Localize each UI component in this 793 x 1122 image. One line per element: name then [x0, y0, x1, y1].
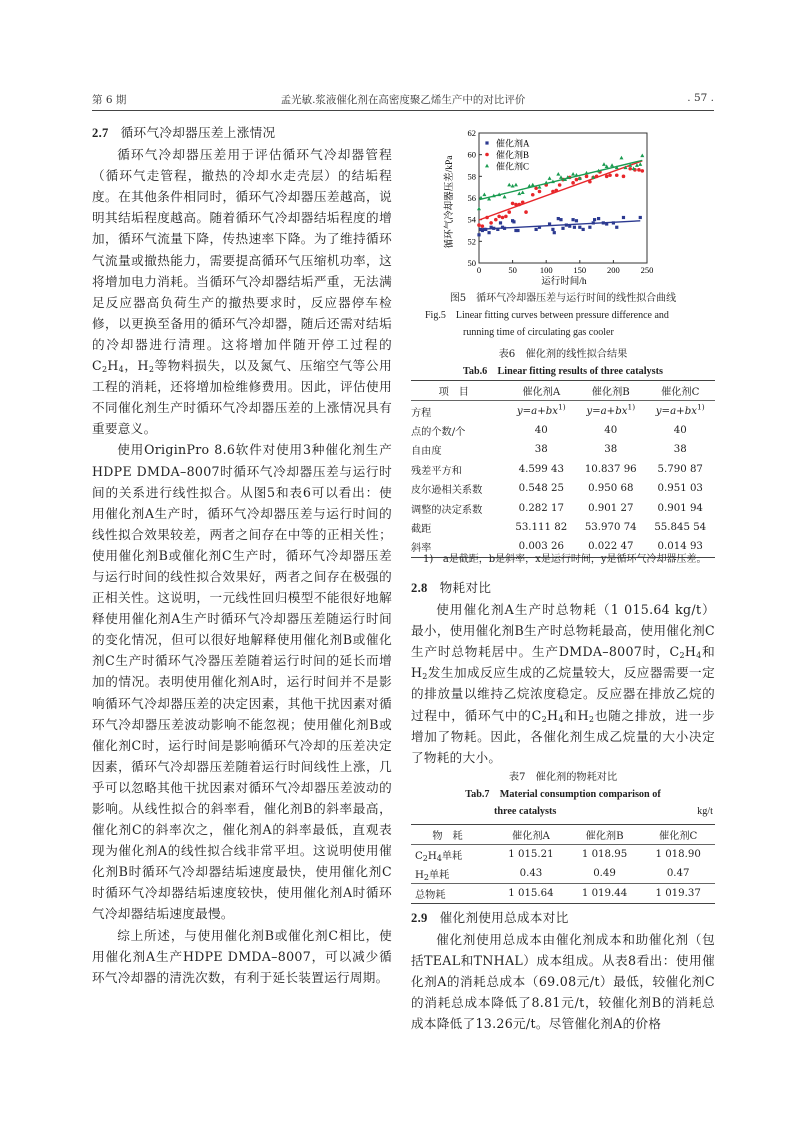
- section-heading-2-8: 2.8 物耗对比: [411, 580, 492, 595]
- data-point: [516, 229, 519, 232]
- row-label: 斜率: [411, 543, 432, 555]
- y-tick-label: 58: [467, 171, 476, 182]
- data-point: [612, 221, 615, 224]
- column-header: 催化剂A: [511, 831, 550, 842]
- cell-value: 0.901 94: [657, 502, 703, 514]
- data-point: [568, 225, 571, 228]
- scatter-chart: [440, 124, 660, 289]
- table-row: 方程 $y=a+bx^{1)}$ $y=a+bx^{1)}$ $y=a+bx^{1)}$: [411, 402, 705, 419]
- data-point: [615, 173, 619, 177]
- column-header: 催化剂A: [522, 387, 561, 399]
- x-axis-label: 运行时间/h: [541, 277, 587, 287]
- cell-value: 0.282 17: [518, 502, 564, 514]
- cell-value: 40: [673, 424, 687, 436]
- data-point: [511, 202, 515, 206]
- data-point: [588, 226, 591, 229]
- paragraph: 催化剂使用总成本由催化剂成本和助催化剂（包括TEAL和TNHAL）成本组成。从表8看出：使用催化剂A的消耗总成本（69.08元/t）最低，较催化剂C的消耗总成本降低了8.81元/t，较催化剂B的消耗总成本降低了13.26元/t。尽管催化剂A的价格: [411, 932, 715, 1032]
- table-6-title-en: Tab.6 Linear fitting results of three catalysts: [463, 366, 663, 377]
- figure-5-caption: [411, 290, 715, 341]
- data-point: [481, 224, 485, 228]
- table-7: [411, 824, 715, 904]
- data-point: [602, 162, 606, 166]
- cell-value: 40: [604, 424, 618, 436]
- y-tick-label: 60: [467, 149, 476, 160]
- data-point: [640, 154, 644, 158]
- cell-value: 38: [534, 444, 548, 456]
- y-tick-label: 56: [467, 193, 476, 203]
- data-point: [571, 172, 575, 176]
- row-label: 点的个数/个: [411, 426, 466, 438]
- cell-value: 5.790 87: [657, 463, 703, 475]
- data-point: [511, 184, 515, 188]
- cell-value: 0.951 03: [657, 483, 703, 495]
- data-point: [592, 221, 595, 224]
- row-label: 截距: [411, 523, 432, 535]
- data-point: [512, 220, 515, 223]
- data-point: [517, 191, 521, 195]
- section-2-9: [411, 907, 715, 1035]
- data-point: [558, 183, 562, 187]
- paragraph: 综上所述，与使用催化剂B或催化剂C相比，使用催化剂A生产HDPE DMDA–8007，可以减少循环气冷却器的清洗次数，有利于延长装置运行周期。: [92, 927, 392, 985]
- cell-value: 0.548 25: [518, 483, 564, 495]
- data-point: [585, 175, 589, 179]
- table-row: [411, 518, 715, 537]
- header-rule: [92, 110, 714, 111]
- data-point: [504, 215, 508, 219]
- table-row: [411, 498, 715, 517]
- data-point: [605, 175, 609, 179]
- data-point: [553, 231, 556, 234]
- data-point: [494, 218, 498, 222]
- data-point: [484, 228, 487, 231]
- data-point: [575, 178, 579, 182]
- table-7-title-en-1: Tab.7 Material consumption comparison of: [465, 789, 661, 800]
- data-point: [544, 181, 548, 185]
- x-tick-label: 250: [640, 265, 654, 275]
- data-point: [574, 173, 578, 177]
- section-heading-2-9: 2.9 催化剂使用总成本对比: [411, 910, 569, 925]
- legend-marker: [485, 141, 488, 144]
- y-tick-label: 62: [467, 128, 476, 138]
- cell-value: 53.111 82: [515, 521, 568, 533]
- table-6-title: [411, 346, 715, 380]
- table-7-title-zh: 表7 催化剂的物耗对比: [508, 772, 618, 783]
- data-point: [489, 221, 493, 225]
- table-6: [411, 380, 715, 558]
- data-point: [582, 228, 585, 231]
- cell-value: 0.014 93: [657, 541, 703, 553]
- legend-marker: [485, 164, 489, 168]
- y-axis-label: 循环气冷却器压差/kPa: [445, 155, 455, 249]
- legend-label: 催化剂A: [496, 138, 530, 149]
- data-point: [535, 228, 538, 231]
- table-row: $H_2$单耗 0.43 0.49 0.47: [415, 868, 690, 882]
- column-header: 催化剂C: [661, 387, 700, 399]
- table-7-title: [411, 769, 715, 820]
- table-7-title-en-2: three catalysts kg/t: [411, 803, 715, 820]
- column-header: 催化剂B: [591, 387, 630, 399]
- table-row: [411, 421, 715, 440]
- data-point: [524, 210, 528, 214]
- table-row: $C_2H_4$单耗 1 015.21 1 018.95 1 018.90: [415, 849, 701, 863]
- cell-value: 55.845 54: [654, 521, 707, 533]
- data-point: [538, 190, 542, 194]
- y-tick-label: 52: [467, 236, 476, 247]
- data-point: [497, 215, 501, 219]
- cell-value: 0.901 27: [588, 502, 634, 514]
- cell-value: 0.950 68: [588, 483, 634, 495]
- data-point: [573, 226, 576, 229]
- data-point: [593, 218, 596, 221]
- legend-label: 催化剂C: [496, 161, 530, 172]
- running-header: [92, 92, 714, 108]
- paragraph: 循环气冷却器压差用于评估循环气冷却器管程（循环气走管程，撤热的冷却水走壳层）的结垢程度。在其他条件相同时，循环气冷却器压差越高，说明其结垢程度越高。随着循环气冷却器结垢程度的增加，循环气流量下降，传热速率下降。为了维持循环气流量或撤热能力，需要提高循环气压缩机功率，这将增加电力消耗。当循环气冷却器结垢严重，无法满足反应器高负荷生产的撤热要求时，反应器停车检修，以更换至备用的循环气冷却器，随后还需对结垢的冷却器进行清理。这将增加伴随开停工过程的$C_2H_4$，$H_2$等物料损失，以及氮气、压缩空气等公用工程的消耗，还将增加检维修费用。因此，评估使用不同催化剂生产时循环气冷却器压差的上涨情况具有重要意义。: [92, 147, 392, 437]
- data-point: [585, 171, 589, 175]
- page-number: . 57 .: [687, 92, 714, 104]
- data-point: [559, 218, 562, 221]
- data-point: [477, 223, 481, 227]
- data-point: [575, 219, 578, 222]
- data-point: [551, 228, 554, 231]
- data-point: [571, 218, 574, 221]
- data-point: [482, 193, 486, 197]
- data-point: [527, 184, 531, 188]
- cell-value: 10.837 96: [584, 463, 637, 475]
- cell-value: 0.022 47: [588, 541, 634, 553]
- table-header-row: [411, 825, 715, 845]
- table-6-title-zh: 表6 催化剂的线性拟合结果: [498, 349, 628, 360]
- data-point: [554, 189, 558, 193]
- data-point: [496, 228, 499, 231]
- data-point: [492, 227, 495, 230]
- data-point: [637, 168, 641, 172]
- data-point: [521, 201, 525, 205]
- caption-zh: 图5 循环气冷却器压差与运行时间的线性拟合曲线: [449, 293, 677, 304]
- data-point: [501, 216, 505, 220]
- column-header: 项目: [438, 387, 479, 399]
- x-tick-label: 150: [573, 265, 587, 275]
- figure-5-chart: [440, 124, 660, 289]
- data-point: [628, 167, 632, 171]
- cell-value: 40: [534, 424, 548, 436]
- table-7-unit: kg/t: [697, 806, 713, 817]
- data-point: [538, 226, 541, 229]
- data-point: [561, 227, 564, 230]
- data-point: [551, 190, 555, 194]
- data-point: [485, 216, 489, 220]
- y-tick-label: 54: [467, 214, 476, 225]
- table-6-footnote: 1) a是截距，b是斜率，x是运行时间，y是循环气冷却器压差。: [423, 554, 707, 565]
- data-point: [597, 217, 600, 220]
- data-point: [610, 163, 614, 167]
- data-point: [565, 223, 568, 226]
- data-point: [507, 183, 511, 187]
- caption-en-line1: Fig.5 Linear fitting curves between pressure difference and: [425, 310, 669, 321]
- data-point: [503, 195, 507, 199]
- table-row: [411, 460, 715, 479]
- data-point: [499, 221, 502, 224]
- issue-number: 第 6 期: [92, 94, 127, 106]
- x-tick-label: 0: [476, 265, 482, 275]
- paragraph: 使用催化剂A生产时总物耗（1 015.64 kg/t）最小，使用催化剂B生产时总物耗最高，使用催化剂C生产时总物耗居中。生产DMDA–8007时，$C_2H_4$和$H_2$发生加成反应生成的乙烷量较大，反应器需要一定的排放量以维持乙烷浓度稳定。反应器在排放乙烷的过程中，循环气中的$C_2H_4$和$H_2$也随之排放，进一步增加了物耗。因此，各催化剂生成乙烷量的大小决定了物耗的大小。: [411, 602, 715, 765]
- data-point: [622, 216, 625, 219]
- data-point: [514, 203, 518, 207]
- data-point: [622, 175, 626, 179]
- data-point: [605, 222, 608, 225]
- cell-value: 53.970 74: [584, 521, 637, 533]
- caption-en-line2: running time of circulating gas cooler: [463, 327, 614, 338]
- data-point: [514, 183, 518, 187]
- legend-label: 催化剂B: [496, 150, 530, 160]
- cell-value: 38: [673, 444, 687, 456]
- data-point: [531, 183, 535, 187]
- data-point: [595, 175, 599, 179]
- x-tick-label: 50: [508, 265, 517, 275]
- table-row: [411, 479, 715, 498]
- data-point: [602, 221, 605, 224]
- data-point: [477, 207, 481, 211]
- row-label: 自由度: [411, 446, 442, 458]
- data-point: [477, 233, 480, 236]
- cell-value: 38: [604, 444, 618, 456]
- data-point: [507, 210, 511, 214]
- table-row-total: 总物耗 1 015.64 1 019.44 1 019.37: [411, 884, 715, 904]
- column-header: 催化剂C: [659, 831, 698, 842]
- section-title: 循环气冷却器压差上涨情况: [120, 125, 276, 140]
- data-point: [559, 175, 563, 179]
- cell-value: 0.003 26: [518, 541, 564, 553]
- data-point: [521, 190, 525, 194]
- x-tick-label: 200: [607, 265, 620, 275]
- row-label: 调整的决定系数: [411, 504, 483, 516]
- paragraph: 使用OriginPro 8.6软件对使用3种催化剂生产HDPE DMDA–8007时循环气冷却器压差与运行时间的关系进行线性拟合。从图5和表6可以看出：使用催化剂A生产时，循环气冷却器压差与运行时间的线性拟合效果较差，两者之间存在中等的正相关性；使用催化剂B或催化剂C生产时，循环气冷却器压差与运行时间的线性拟合效果好，两者之间存在极强的正相关性。这说明，一元线性回归模型不能很好地解释使用催化剂A生产时循环气冷却器压差随运行时间的变化情况，但可以很好地解释使用催化剂B或催化剂C生产时循环气冷器压差随着运行时间的延长而增加的情况。表明使用催化剂A时，运行时间并不是影响循环气冷却器压差的决定因素，其他干扰因素对循环气冷却器压差波动影响不能忽视；使用催化剂B或催化剂C时，运行时间是影响循环气冷却的压差决定因素，循环气冷却器压差随着运行时间线性上涨，几乎可以忽略其他干扰因素对循环气冷却器压差波动的影响。从线性拟合的斜率看，催化剂B的斜率最高，催化剂C的斜率次之，催化剂A的斜率最低，直观表现为催化剂A的线性拟合线非常平坦。这说明使用催化剂B时循环气冷却器结垢速度最快，使用催化剂C时循环气冷却器结垢速度较快，使用催化剂A时循环气冷却器结垢速度最慢。: [92, 442, 392, 922]
- data-point: [578, 226, 581, 229]
- x-tick-label: 100: [539, 265, 553, 275]
- data-point: [639, 216, 642, 219]
- data-point: [615, 226, 618, 229]
- data-point: [531, 193, 535, 197]
- table-header-row: [411, 381, 715, 401]
- section-2-8: [411, 577, 715, 768]
- row-label: 皮尔逊相关系数: [411, 485, 483, 497]
- left-column: [92, 122, 392, 988]
- data-point: [503, 227, 506, 230]
- data-point: [640, 169, 644, 173]
- data-point: [548, 176, 552, 180]
- column-header: 物耗: [432, 831, 473, 842]
- data-point: [608, 173, 612, 177]
- table-row: [411, 440, 715, 459]
- data-point: [556, 172, 560, 176]
- data-point: [534, 186, 538, 190]
- data-point: [619, 156, 623, 160]
- running-title: 孟光敏.浆液催化剂在高密度聚乙烯生产中的对比评价: [280, 94, 526, 106]
- data-point: [588, 180, 592, 184]
- section-heading-2-7: [92, 122, 392, 144]
- section-number: 2.7: [92, 126, 109, 140]
- data-point: [518, 203, 522, 207]
- data-point: [548, 222, 551, 225]
- row-label: 残差平方和: [411, 465, 462, 477]
- data-point: [571, 181, 575, 185]
- y-tick-label: 50: [467, 258, 476, 268]
- data-point: [487, 231, 490, 234]
- column-header: 催化剂B: [585, 831, 624, 842]
- cell-value: 4.599 43: [518, 463, 564, 475]
- legend-marker: [485, 153, 489, 157]
